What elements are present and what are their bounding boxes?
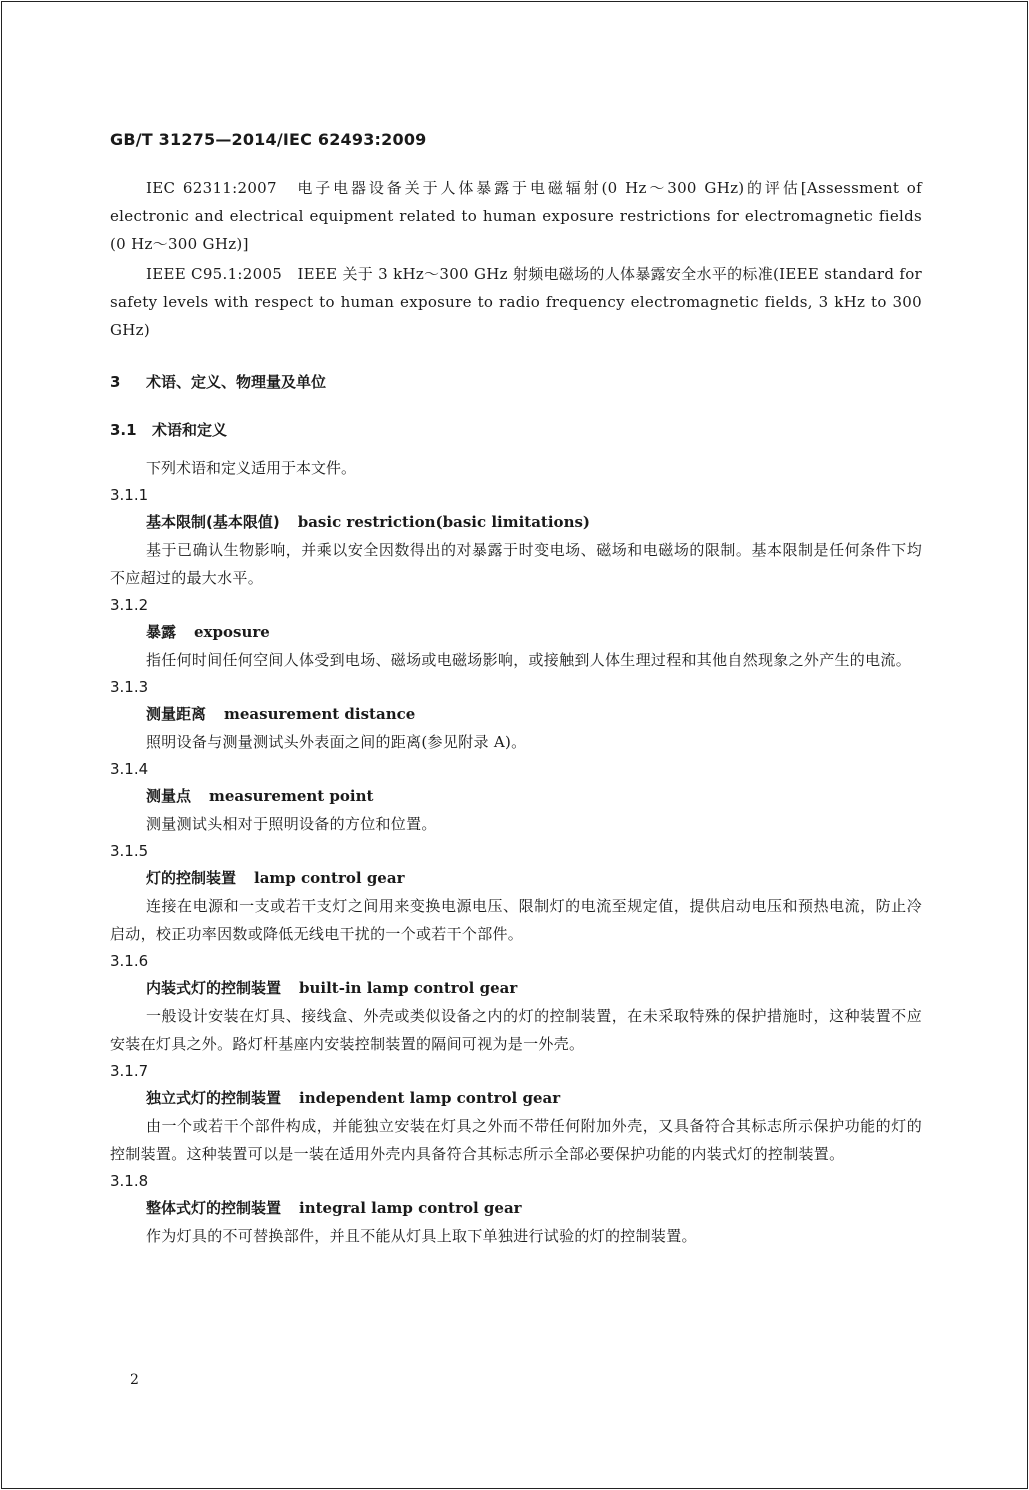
section-3-heading: [110, 370, 922, 394]
reference-iec-62311: IEC 62311:2007 电子电器设备关于人体暴露于电磁辐射(0 Hz～300 GHz)的评估[Assessment of electronic and electrical equipment related to human exposure restrictions for electromagnetic fields (0 Hz～300 GHz)]: [110, 179, 922, 253]
term-title-en: integral lamp control gear: [299, 1199, 522, 1217]
term-definition: 测量测试头相对于照明设备的方位和位置。: [146, 815, 437, 833]
term-definition: 照明设备与测量测试头外表面之间的距离(参见附录 A)。: [146, 733, 527, 751]
term-title: [110, 1195, 922, 1222]
term-number: 3.1.6: [110, 952, 149, 970]
term-definition: 一般设计安装在灯具、接线盒、外壳或类似设备之内的灯的控制装置，在未采取特殊的保护措施时，这种装置不应安装在灯具之外。路灯杆基座内安装控制装置的隔间可视为是一外壳。: [110, 1007, 922, 1053]
term-title: [110, 975, 922, 1002]
term-number: 3.1.5: [110, 842, 149, 860]
page-content: [110, 174, 922, 1250]
term-title-zh: 整体式灯的控制装置: [146, 1199, 282, 1217]
term-definition: 基于已确认生物影响，并乘以安全因数得出的对暴露于时变电场、磁场和电磁场的限制。基本限制是任何条件下均不应超过的最大水平。: [110, 541, 922, 587]
term-title-zh: 独立式灯的控制装置: [146, 1089, 282, 1107]
section-3-number: 3: [110, 373, 121, 391]
term-definition: 指任何时间任何空间人体受到电场、磁场或电磁场影响，或接触到人体生理过程和其他自然现象之外产生的电流。: [146, 651, 912, 669]
term-title: [110, 1085, 922, 1112]
term-title: [110, 509, 922, 536]
term-number: 3.1.2: [110, 596, 149, 614]
term-title-en: measurement distance: [224, 705, 416, 723]
page-number: 2: [130, 1372, 139, 1388]
term-title-en: exposure: [194, 623, 270, 641]
section-3-1-number: 3.1: [110, 421, 137, 439]
reference-ieee-c95: IEEE C95.1:2005 IEEE 关于 3 kHz～300 GHz 射频电磁场的人体暴露安全水平的标准(IEEE standard for safety levels with respect to human exposure to radio frequency electromagnetic fields, 3 kHz to 300 GHz): [110, 265, 922, 339]
term-title: [110, 619, 922, 646]
term-3-1-8: [110, 1168, 922, 1250]
term-title-en: measurement point: [209, 787, 374, 805]
term-3-1-3: [110, 674, 922, 756]
term-title-en: lamp control gear: [254, 869, 405, 887]
term-definition: 连接在电源和一支或若干支灯之间用来变换电源电压、限制灯的电流至规定值，提供启动电压和预热电流，防止冷启动，校正功率因数或降低无线电干扰的一个或若干个部件。: [110, 897, 922, 943]
term-title-en: independent lamp control gear: [299, 1089, 561, 1107]
term-number: 3.1.4: [110, 760, 149, 778]
term-title-zh: 内装式灯的控制装置: [146, 979, 282, 997]
section-3-title: 术语、定义、物理量及单位: [146, 373, 327, 391]
term-title-zh: 灯的控制装置: [146, 869, 237, 887]
term-3-1-1: [110, 482, 922, 592]
term-3-1-4: [110, 756, 922, 838]
term-title-zh: 测量点: [146, 787, 192, 805]
term-number: 3.1.8: [110, 1172, 149, 1190]
term-3-1-6: [110, 948, 922, 1058]
term-title-zh: 基本限制(基本限值): [146, 513, 280, 531]
term-number: 3.1.1: [110, 486, 149, 504]
term-number: 3.1.3: [110, 678, 149, 696]
term-3-1-5: [110, 838, 922, 948]
section-3-1-intro: 下列术语和定义适用于本文件。: [146, 459, 357, 477]
term-title: [110, 783, 922, 810]
term-definition: 由一个或若干个部件构成，并能独立安装在灯具之外而不带任何附加外壳，又具备符合其标志所示保护功能的灯的控制装置。这种装置可以是一装在适用外壳内具备符合其标志所示全部必要保护功能的内装式灯的控制装置。: [110, 1117, 922, 1163]
section-3-1-heading: [110, 418, 922, 442]
term-title-zh: 暴露: [146, 623, 177, 641]
term-definition: 作为灯具的不可替换部件，并且不能从灯具上取下单独进行试验的灯的控制装置。: [146, 1227, 697, 1245]
standard-header: GB/T 31275—2014/IEC 62493:2009: [110, 130, 427, 149]
section-3-1-title: 术语和定义: [152, 421, 228, 439]
term-title-en: built-in lamp control gear: [299, 979, 518, 997]
term-title: [110, 701, 922, 728]
term-title: [110, 865, 922, 892]
term-number: 3.1.7: [110, 1062, 149, 1080]
term-3-1-7: [110, 1058, 922, 1168]
term-title-en: basic restriction(basic limitations): [297, 513, 591, 531]
term-3-1-2: [110, 592, 922, 674]
term-title-zh: 测量距离: [146, 705, 207, 723]
